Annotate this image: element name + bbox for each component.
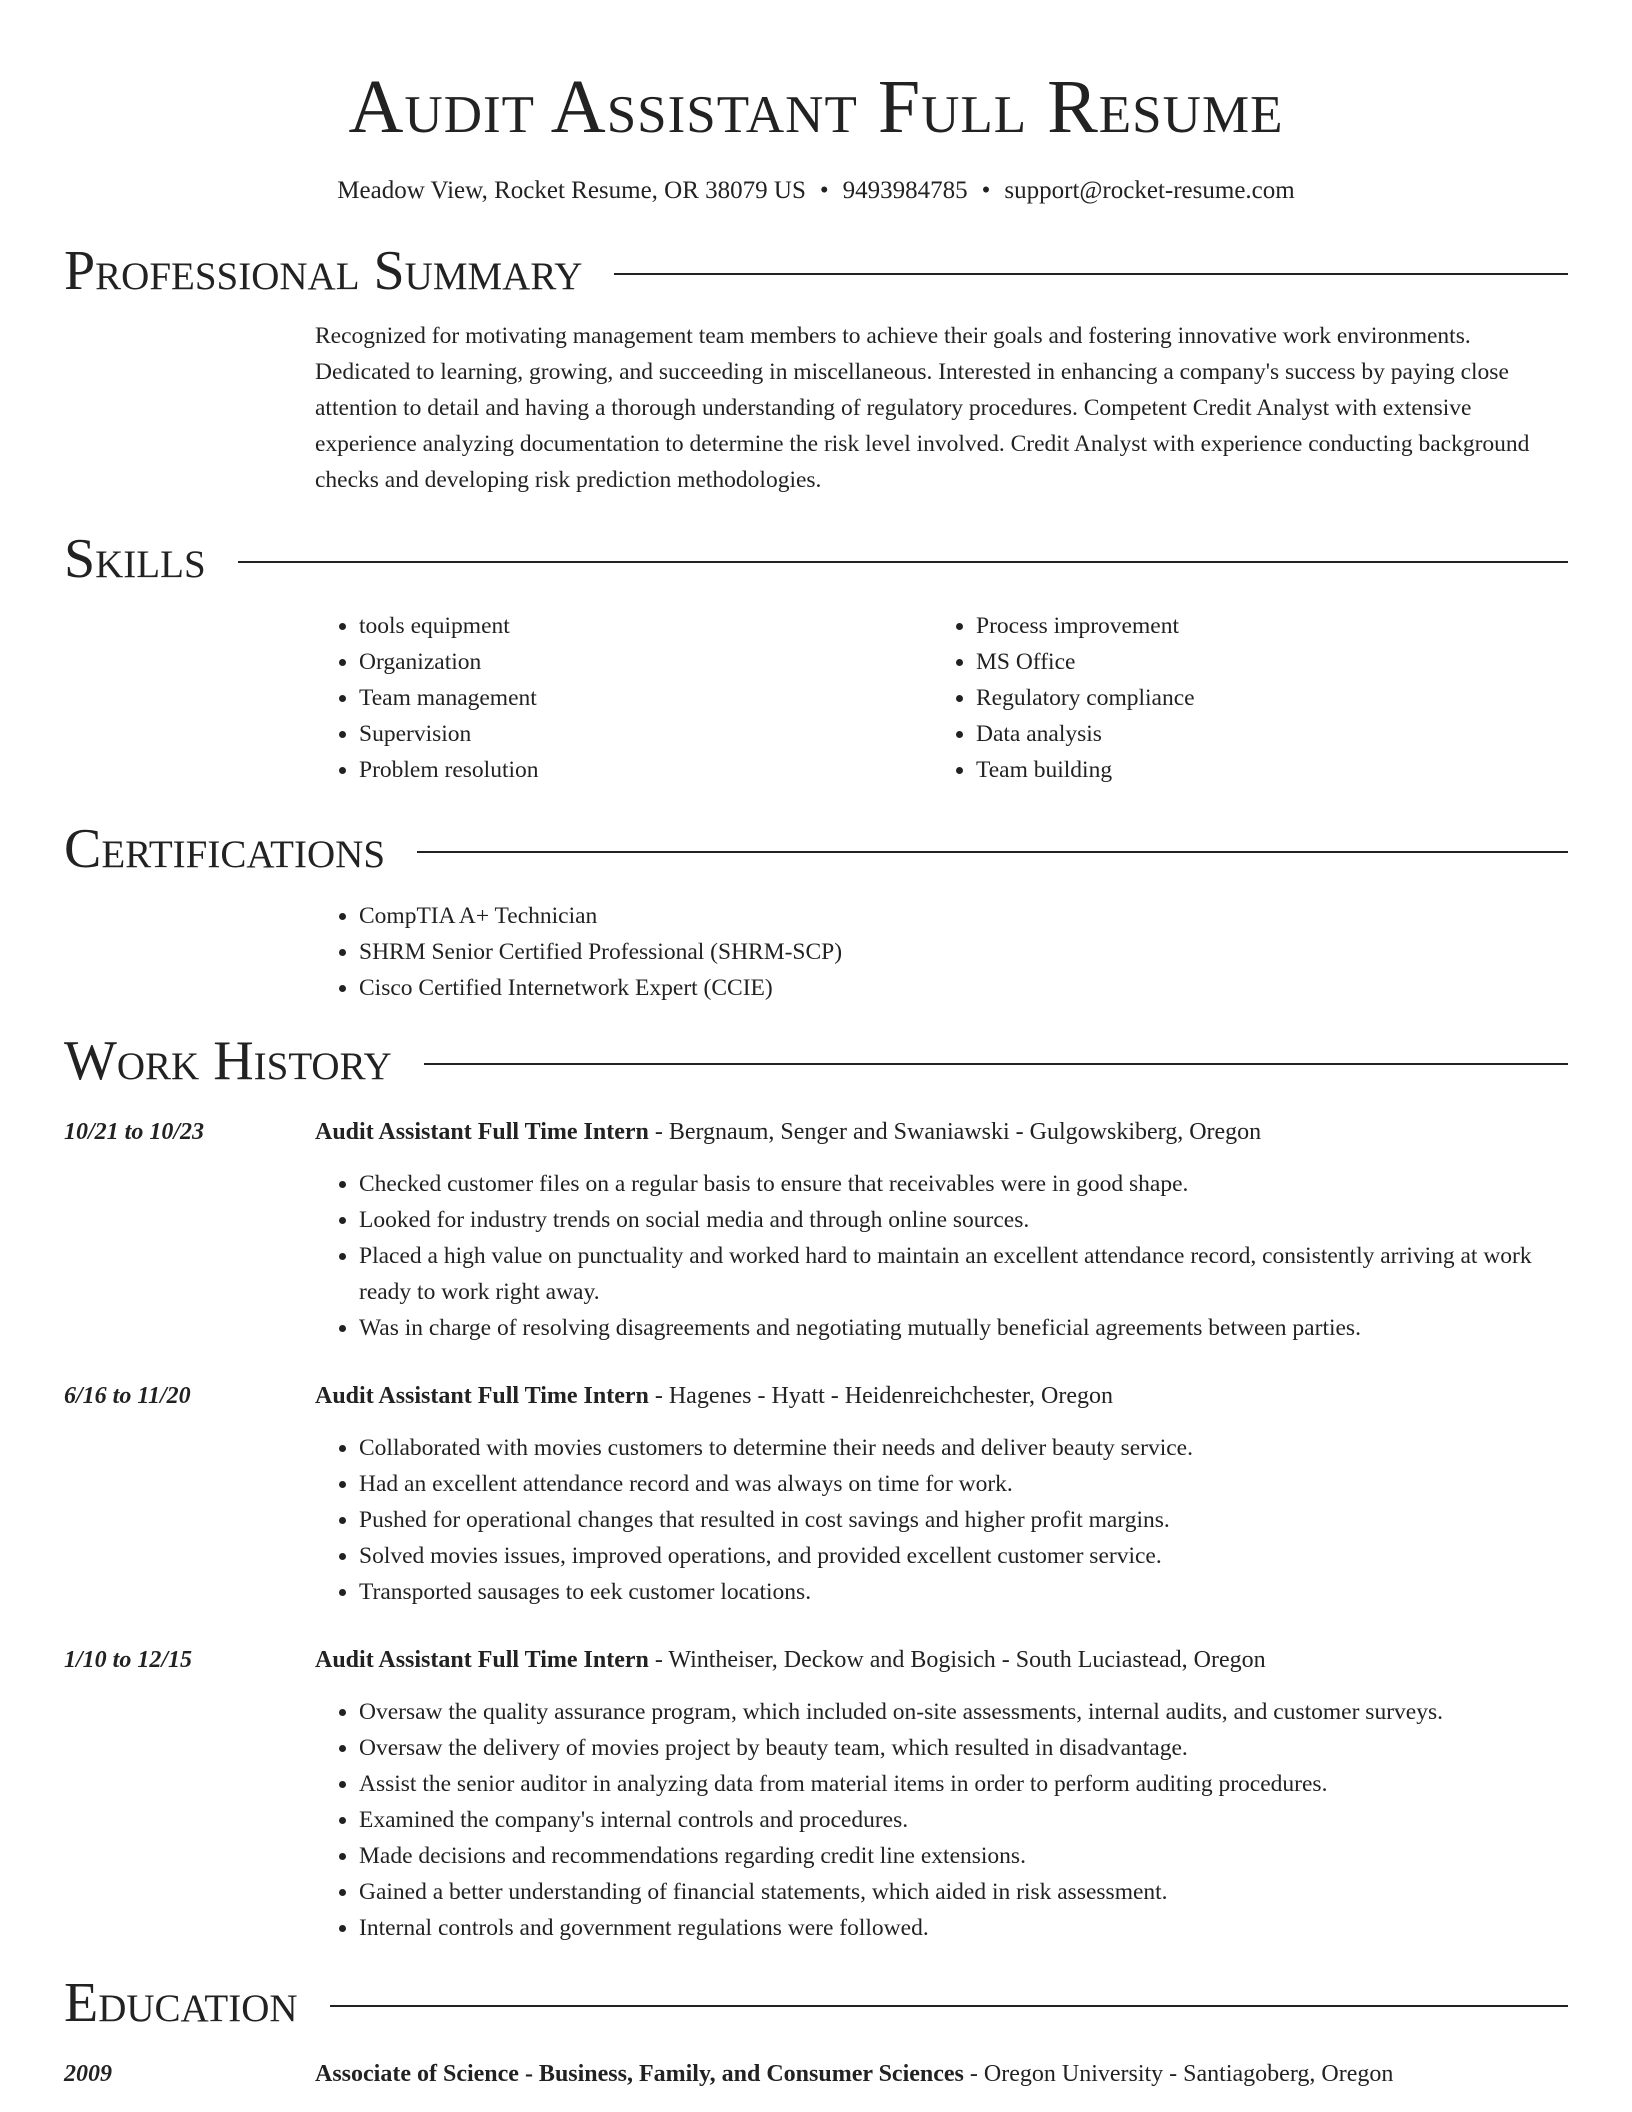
education-details <box>315 2056 1568 2092</box>
skill-item: • Process improvement <box>976 608 1549 644</box>
certifications-heading <box>64 814 1568 884</box>
skill-item: • Team management <box>359 680 932 716</box>
skill-item: • Data analysis <box>976 716 1549 752</box>
summary-section <box>64 236 1568 498</box>
job-dates: 10/21 to 10/23 <box>64 1119 205 1145</box>
education-heading-line <box>315 2056 1568 2092</box>
certifications-body <box>315 898 1568 1006</box>
job-details <box>315 1378 1568 1610</box>
summary-title: Professional Summary <box>64 240 583 302</box>
job-bullet: • Oversaw the delivery of movies project by beauty team, which resulted in disadvantage. <box>359 1730 1568 1766</box>
certifications-list <box>315 898 1568 1006</box>
job-bullet: • Pushed for operational changes that resulted in cost savings and higher profit margins. <box>359 1502 1568 1538</box>
job-bullet: • Was in charge of resolving disagreements and negotiating mutually beneficial agreements between parties. <box>359 1310 1568 1346</box>
job-entry <box>64 1378 1568 1610</box>
skill-item: • Team building <box>976 752 1549 788</box>
section-divider <box>238 561 1568 563</box>
job-bullet: • Checked customer files on a regular basis to ensure that receivables were in good shape. <box>359 1166 1568 1202</box>
summary-heading <box>64 236 1568 306</box>
education-degree: Associate of Science - Business, Family, and Consumer Sciences <box>315 2061 964 2087</box>
skill-item: • Regulatory compliance <box>976 680 1549 716</box>
job-employer: - Hagenes - Hyatt - Heidenreichchester, Oregon <box>648 1383 1114 1409</box>
job-title: Audit Assistant Full Time Intern <box>315 1119 649 1145</box>
education-heading <box>64 1968 1568 2038</box>
certifications-section <box>64 814 1568 1006</box>
skills-list <box>315 608 1568 788</box>
job-bullet: • Had an excellent attendance record and was always on time for work. <box>359 1466 1568 1502</box>
job-title: Audit Assistant Full Time Intern <box>315 1647 649 1673</box>
contact-separator: • <box>819 177 829 204</box>
skills-heading <box>64 524 1568 594</box>
job-heading <box>315 1378 1568 1414</box>
job-employer: - Wintheiser, Deckow and Bogisich - South Luciastead, Oregon <box>648 1647 1266 1673</box>
contact-address: Meadow View, Rocket Resume, OR 38079 US <box>337 177 806 204</box>
skill-item: • Problem resolution <box>359 752 932 788</box>
contact-separator: • <box>981 177 991 204</box>
work-history-title: Work History <box>64 1030 392 1092</box>
skill-item: • tools equipment <box>359 608 932 644</box>
job-heading <box>315 1642 1568 1678</box>
section-divider <box>417 851 1568 853</box>
resume-name: Audit Assistant Full Resume <box>348 65 1284 149</box>
contact-line <box>64 174 1568 208</box>
job-bullet: • Internal controls and government regulations were followed. <box>359 1910 1568 1946</box>
certification-item: • Cisco Certified Internetwork Expert (CCIE) <box>359 970 1568 1006</box>
skills-column-left <box>315 608 932 788</box>
certifications-title: Certifications <box>64 818 386 880</box>
job-title: Audit Assistant Full Time Intern <box>315 1383 649 1409</box>
job-dates: 6/16 to 11/20 <box>64 1383 191 1409</box>
skill-item: • Supervision <box>359 716 932 752</box>
certification-item: • CompTIA A+ Technician <box>359 898 1568 934</box>
job-details <box>315 1642 1568 1946</box>
job-bullet-list <box>315 1166 1568 1346</box>
education-school: - Oregon University - Santiagoberg, Oregon <box>963 2061 1394 2087</box>
education-entry <box>64 2056 1568 2092</box>
section-divider <box>330 2005 1568 2007</box>
contact-email: support@rocket-resume.com <box>1004 177 1295 204</box>
skills-title: Skills <box>64 528 206 590</box>
section-divider <box>424 1063 1568 1065</box>
skills-column-right <box>932 608 1549 788</box>
job-bullet: • Made decisions and recommendations regarding credit line extensions. <box>359 1838 1568 1874</box>
job-bullet: • Gained a better understanding of financial statements, which aided in risk assessment. <box>359 1874 1568 1910</box>
skill-item: • Organization <box>359 644 932 680</box>
job-bullet-list <box>315 1694 1568 1946</box>
job-entry <box>64 1642 1568 1946</box>
job-bullet: • Solved movies issues, improved operations, and provided excellent customer service. <box>359 1538 1568 1574</box>
job-bullet: • Placed a high value on punctuality and worked hard to maintain an excellent attendance record, consistently arriving at work ready to work right away. <box>359 1238 1568 1310</box>
job-employer: - Bergnaum, Senger and Swaniawski - Gulgowskiberg, Oregon <box>648 1119 1262 1145</box>
job-entry <box>64 1114 1568 1346</box>
job-details <box>315 1114 1568 1346</box>
job-bullet: • Assist the senior auditor in analyzing data from material items in order to perform auditing procedures. <box>359 1766 1568 1802</box>
job-bullet-list <box>315 1430 1568 1610</box>
job-heading <box>315 1114 1568 1150</box>
job-bullet: • Oversaw the quality assurance program, which included on-site assessments, internal audits, and customer surveys. <box>359 1694 1568 1730</box>
skill-item: • MS Office <box>976 644 1549 680</box>
job-dates: 1/10 to 12/15 <box>64 1647 193 1673</box>
certification-item: • SHRM Senior Certified Professional (SHRM-SCP) <box>359 934 1568 970</box>
section-divider <box>614 273 1568 275</box>
job-bullet: • Transported sausages to eek customer locations. <box>359 1574 1568 1610</box>
job-bullet: • Looked for industry trends on social media and through online sources. <box>359 1202 1568 1238</box>
education-section <box>64 1968 1568 2092</box>
education-date: 2009 <box>64 2061 112 2087</box>
work-history-section <box>64 1026 1568 1946</box>
summary-body <box>315 318 1568 498</box>
contact-phone: 9493984785 <box>842 177 968 204</box>
resume-page <box>64 0 1568 2092</box>
work-history-heading <box>64 1026 1568 1096</box>
summary-text: Recognized for motivating management team members to achieve their goals and fostering innovative work environments. Dedicated to learning, growing, and succeeding in miscellaneous. Interested in enhancing a company's success by paying close attention to detail and having a thorough understanding of regulatory procedures. Competent Credit Analyst with extensive experience analyzing documentation to determine the risk level involved. Credit Analyst with experience conducting background checks and developing risk prediction methodologies. <box>315 323 1530 493</box>
education-title: Education <box>64 1972 298 2034</box>
job-bullet: • Collaborated with movies customers to determine their needs and deliver beauty service. <box>359 1430 1568 1466</box>
job-bullet: • Examined the company's internal controls and procedures. <box>359 1802 1568 1838</box>
skills-section <box>64 524 1568 788</box>
